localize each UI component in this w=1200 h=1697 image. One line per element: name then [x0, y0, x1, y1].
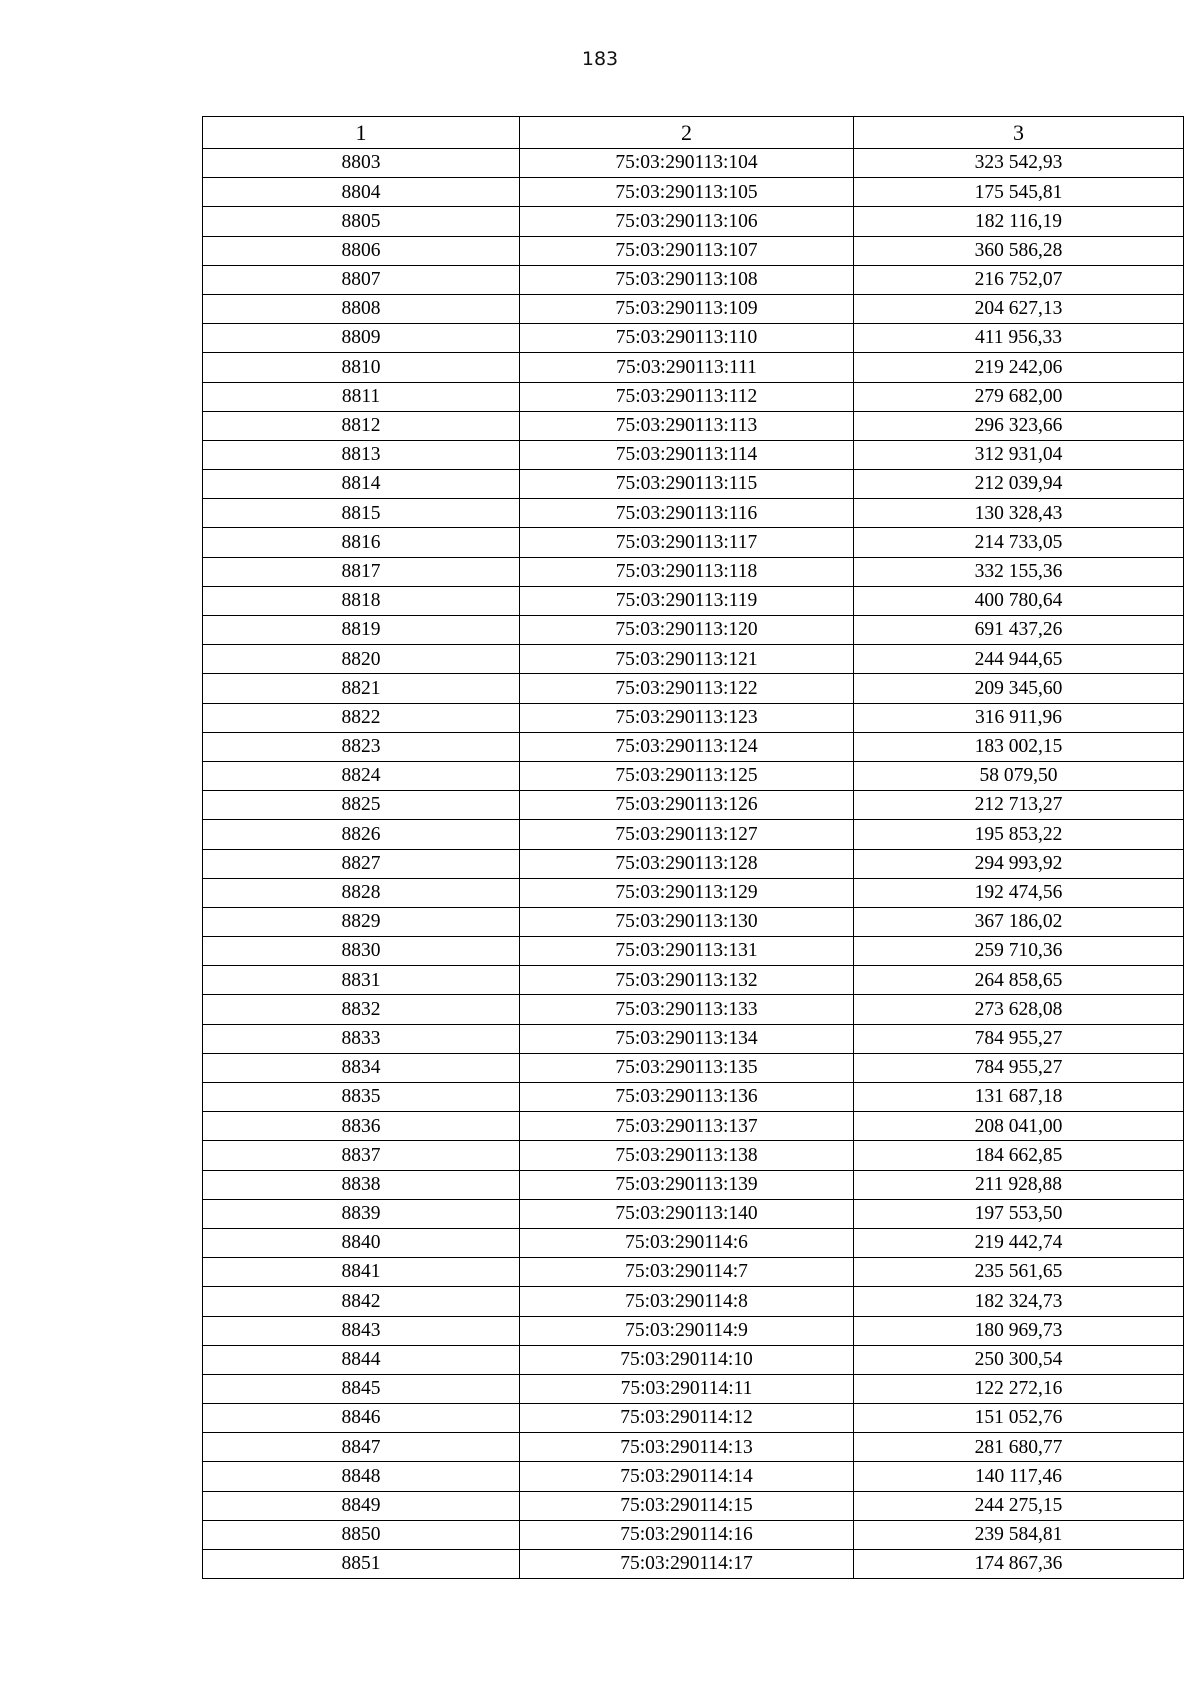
row-number-cell: 8806	[203, 236, 520, 265]
row-number-cell: 8808	[203, 294, 520, 323]
value-cell: 197 553,50	[854, 1199, 1184, 1228]
header-row	[203, 117, 1184, 149]
column-header-1: 1	[203, 117, 520, 149]
cadastral-number-cell: 75:03:290114:17	[520, 1550, 854, 1579]
value-cell: 279 682,00	[854, 382, 1184, 411]
row-number-cell: 8850	[203, 1520, 520, 1549]
row-number-cell: 8804	[203, 178, 520, 207]
value-cell: 214 733,05	[854, 528, 1184, 557]
table-row	[203, 1199, 1184, 1228]
cadastral-number-cell: 75:03:290113:127	[520, 820, 854, 849]
row-number-cell: 8823	[203, 732, 520, 761]
cadastral-number-cell: 75:03:290113:119	[520, 586, 854, 615]
row-number-cell: 8841	[203, 1258, 520, 1287]
value-cell: 212 713,27	[854, 791, 1184, 820]
cadastral-number-cell: 75:03:290113:114	[520, 440, 854, 469]
cadastral-number-cell: 75:03:290114:10	[520, 1345, 854, 1374]
row-number-cell: 8816	[203, 528, 520, 557]
table-row	[203, 820, 1184, 849]
cadastral-number-cell: 75:03:290113:111	[520, 353, 854, 382]
table-row	[203, 1550, 1184, 1579]
row-number-cell: 8824	[203, 761, 520, 790]
table-row	[203, 937, 1184, 966]
value-cell: 296 323,66	[854, 411, 1184, 440]
table-row	[203, 1462, 1184, 1491]
value-cell: 235 561,65	[854, 1258, 1184, 1287]
table-row	[203, 557, 1184, 586]
cadastral-number-cell: 75:03:290113:123	[520, 703, 854, 732]
row-number-cell: 8820	[203, 645, 520, 674]
row-number-cell: 8851	[203, 1550, 520, 1579]
row-number-cell: 8818	[203, 586, 520, 615]
table-row	[203, 470, 1184, 499]
table-row	[203, 907, 1184, 936]
row-number-cell: 8828	[203, 878, 520, 907]
table-row	[203, 1141, 1184, 1170]
value-cell: 183 002,15	[854, 732, 1184, 761]
row-number-cell: 8827	[203, 849, 520, 878]
cadastral-number-cell: 75:03:290113:133	[520, 995, 854, 1024]
cadastral-number-cell: 75:03:290113:118	[520, 557, 854, 586]
cadastral-number-cell: 75:03:290113:106	[520, 207, 854, 236]
cadastral-number-cell: 75:03:290113:116	[520, 499, 854, 528]
cadastral-number-cell: 75:03:290113:120	[520, 616, 854, 645]
row-number-cell: 8812	[203, 411, 520, 440]
row-number-cell: 8831	[203, 966, 520, 995]
value-cell: 212 039,94	[854, 470, 1184, 499]
column-header-3: 3	[854, 117, 1184, 149]
value-cell: 180 969,73	[854, 1316, 1184, 1345]
table-row	[203, 1083, 1184, 1112]
row-number-cell: 8835	[203, 1083, 520, 1112]
cadastral-number-cell: 75:03:290113:130	[520, 907, 854, 936]
row-number-cell: 8825	[203, 791, 520, 820]
table-row	[203, 1345, 1184, 1374]
value-cell: 58 079,50	[854, 761, 1184, 790]
value-cell: 209 345,60	[854, 674, 1184, 703]
table-row	[203, 1316, 1184, 1345]
table-row	[203, 324, 1184, 353]
cadastral-number-cell: 75:03:290113:115	[520, 470, 854, 499]
table-row	[203, 236, 1184, 265]
value-cell: 360 586,28	[854, 236, 1184, 265]
cadastral-number-cell: 75:03:290113:140	[520, 1199, 854, 1228]
row-number-cell: 8817	[203, 557, 520, 586]
row-number-cell: 8843	[203, 1316, 520, 1345]
cadastral-number-cell: 75:03:290113:112	[520, 382, 854, 411]
cadastral-number-cell: 75:03:290114:15	[520, 1491, 854, 1520]
cadastral-number-cell: 75:03:290113:139	[520, 1170, 854, 1199]
value-cell: 259 710,36	[854, 937, 1184, 966]
row-number-cell: 8838	[203, 1170, 520, 1199]
table-row	[203, 265, 1184, 294]
cadastral-number-cell: 75:03:290113:128	[520, 849, 854, 878]
cadastral-number-cell: 75:03:290113:138	[520, 1141, 854, 1170]
row-number-cell: 8819	[203, 616, 520, 645]
row-number-cell: 8815	[203, 499, 520, 528]
value-cell: 312 931,04	[854, 440, 1184, 469]
table-row	[203, 499, 1184, 528]
table-row	[203, 761, 1184, 790]
data-table	[202, 116, 1184, 1579]
cadastral-number-cell: 75:03:290113:117	[520, 528, 854, 557]
row-number-cell: 8833	[203, 1024, 520, 1053]
value-cell: 130 328,43	[854, 499, 1184, 528]
row-number-cell: 8829	[203, 907, 520, 936]
value-cell: 784 955,27	[854, 1053, 1184, 1082]
table-row	[203, 703, 1184, 732]
row-number-cell: 8832	[203, 995, 520, 1024]
cadastral-number-cell: 75:03:290113:136	[520, 1083, 854, 1112]
value-cell: 175 545,81	[854, 178, 1184, 207]
cadastral-number-cell: 75:03:290114:7	[520, 1258, 854, 1287]
table-row	[203, 1170, 1184, 1199]
row-number-cell: 8809	[203, 324, 520, 353]
table-row	[203, 1374, 1184, 1403]
cadastral-number-cell: 75:03:290113:126	[520, 791, 854, 820]
table-row	[203, 1228, 1184, 1257]
value-cell: 332 155,36	[854, 557, 1184, 586]
cadastral-number-cell: 75:03:290114:13	[520, 1433, 854, 1462]
table-row	[203, 1404, 1184, 1433]
value-cell: 182 324,73	[854, 1287, 1184, 1316]
row-number-cell: 8810	[203, 353, 520, 382]
cadastral-number-cell: 75:03:290113:131	[520, 937, 854, 966]
value-cell: 122 272,16	[854, 1374, 1184, 1403]
value-cell: 323 542,93	[854, 149, 1184, 178]
table-row	[203, 528, 1184, 557]
cadastral-number-cell: 75:03:290114:8	[520, 1287, 854, 1316]
value-cell: 264 858,65	[854, 966, 1184, 995]
row-number-cell: 8844	[203, 1345, 520, 1374]
row-number-cell: 8830	[203, 937, 520, 966]
table-row	[203, 966, 1184, 995]
table-row	[203, 411, 1184, 440]
table-row	[203, 382, 1184, 411]
cadastral-number-cell: 75:03:290113:129	[520, 878, 854, 907]
table-row	[203, 1024, 1184, 1053]
row-number-cell: 8847	[203, 1433, 520, 1462]
value-cell: 182 116,19	[854, 207, 1184, 236]
page-number: 183	[581, 48, 619, 70]
row-number-cell: 8834	[203, 1053, 520, 1082]
cadastral-number-cell: 75:03:290113:124	[520, 732, 854, 761]
row-number-cell: 8845	[203, 1374, 520, 1403]
table-row	[203, 616, 1184, 645]
cadastral-number-cell: 75:03:290114:14	[520, 1462, 854, 1491]
cadastral-number-cell: 75:03:290113:113	[520, 411, 854, 440]
table-row	[203, 294, 1184, 323]
value-cell: 174 867,36	[854, 1550, 1184, 1579]
cadastral-number-cell: 75:03:290113:121	[520, 645, 854, 674]
value-cell: 151 052,76	[854, 1404, 1184, 1433]
value-cell: 131 687,18	[854, 1083, 1184, 1112]
row-number-cell: 8807	[203, 265, 520, 294]
cadastral-number-cell: 75:03:290114:6	[520, 1228, 854, 1257]
table-row	[203, 791, 1184, 820]
table-row	[203, 207, 1184, 236]
table-row	[203, 878, 1184, 907]
row-number-cell: 8814	[203, 470, 520, 499]
row-number-cell: 8839	[203, 1199, 520, 1228]
cadastral-number-cell: 75:03:290113:105	[520, 178, 854, 207]
table-row	[203, 995, 1184, 1024]
row-number-cell: 8836	[203, 1112, 520, 1141]
table-row	[203, 178, 1184, 207]
cadastral-number-cell: 75:03:290113:107	[520, 236, 854, 265]
table-row	[203, 1491, 1184, 1520]
table-row	[203, 1520, 1184, 1549]
value-cell: 208 041,00	[854, 1112, 1184, 1141]
cadastral-number-cell: 75:03:290113:108	[520, 265, 854, 294]
value-cell: 294 993,92	[854, 849, 1184, 878]
value-cell: 244 944,65	[854, 645, 1184, 674]
value-cell: 367 186,02	[854, 907, 1184, 936]
row-number-cell: 8837	[203, 1141, 520, 1170]
value-cell: 140 117,46	[854, 1462, 1184, 1491]
value-cell: 239 584,81	[854, 1520, 1184, 1549]
cadastral-number-cell: 75:03:290114:16	[520, 1520, 854, 1549]
value-cell: 192 474,56	[854, 878, 1184, 907]
value-cell: 184 662,85	[854, 1141, 1184, 1170]
table-row	[203, 732, 1184, 761]
cadastral-number-cell: 75:03:290114:12	[520, 1404, 854, 1433]
value-cell: 244 275,15	[854, 1491, 1184, 1520]
cadastral-number-cell: 75:03:290114:9	[520, 1316, 854, 1345]
row-number-cell: 8849	[203, 1491, 520, 1520]
table-row	[203, 149, 1184, 178]
row-number-cell: 8826	[203, 820, 520, 849]
cadastral-number-cell: 75:03:290113:137	[520, 1112, 854, 1141]
table-row	[203, 645, 1184, 674]
table-row	[203, 849, 1184, 878]
table-row	[203, 1112, 1184, 1141]
row-number-cell: 8848	[203, 1462, 520, 1491]
row-number-cell: 8813	[203, 440, 520, 469]
value-cell: 219 442,74	[854, 1228, 1184, 1257]
cadastral-number-cell: 75:03:290114:11	[520, 1374, 854, 1403]
value-cell: 204 627,13	[854, 294, 1184, 323]
row-number-cell: 8822	[203, 703, 520, 732]
cadastral-number-cell: 75:03:290113:134	[520, 1024, 854, 1053]
value-cell: 211 928,88	[854, 1170, 1184, 1199]
value-cell: 316 911,96	[854, 703, 1184, 732]
table-row	[203, 1053, 1184, 1082]
row-number-cell: 8803	[203, 149, 520, 178]
cadastral-number-cell: 75:03:290113:104	[520, 149, 854, 178]
row-number-cell: 8805	[203, 207, 520, 236]
cadastral-number-cell: 75:03:290113:110	[520, 324, 854, 353]
value-cell: 273 628,08	[854, 995, 1184, 1024]
table-row	[203, 1258, 1184, 1287]
table-row	[203, 586, 1184, 615]
value-cell: 250 300,54	[854, 1345, 1184, 1374]
row-number-cell: 8842	[203, 1287, 520, 1316]
column-header-2: 2	[520, 117, 854, 149]
row-number-cell: 8846	[203, 1404, 520, 1433]
cadastral-number-cell: 75:03:290113:109	[520, 294, 854, 323]
table-row	[203, 1287, 1184, 1316]
row-number-cell: 8811	[203, 382, 520, 411]
cadastral-number-cell: 75:03:290113:122	[520, 674, 854, 703]
cadastral-number-cell: 75:03:290113:135	[520, 1053, 854, 1082]
table-body	[203, 149, 1184, 1579]
cadastral-number-cell: 75:03:290113:125	[520, 761, 854, 790]
value-cell: 195 853,22	[854, 820, 1184, 849]
row-number-cell: 8840	[203, 1228, 520, 1257]
row-number-cell: 8821	[203, 674, 520, 703]
value-cell: 216 752,07	[854, 265, 1184, 294]
value-cell: 400 780,64	[854, 586, 1184, 615]
table-header	[203, 117, 1184, 149]
value-cell: 219 242,06	[854, 353, 1184, 382]
table-row	[203, 1433, 1184, 1462]
value-cell: 411 956,33	[854, 324, 1184, 353]
value-cell: 784 955,27	[854, 1024, 1184, 1053]
table-row	[203, 674, 1184, 703]
value-cell: 281 680,77	[854, 1433, 1184, 1462]
table-row	[203, 353, 1184, 382]
table-row	[203, 440, 1184, 469]
cadastral-number-cell: 75:03:290113:132	[520, 966, 854, 995]
value-cell: 691 437,26	[854, 616, 1184, 645]
